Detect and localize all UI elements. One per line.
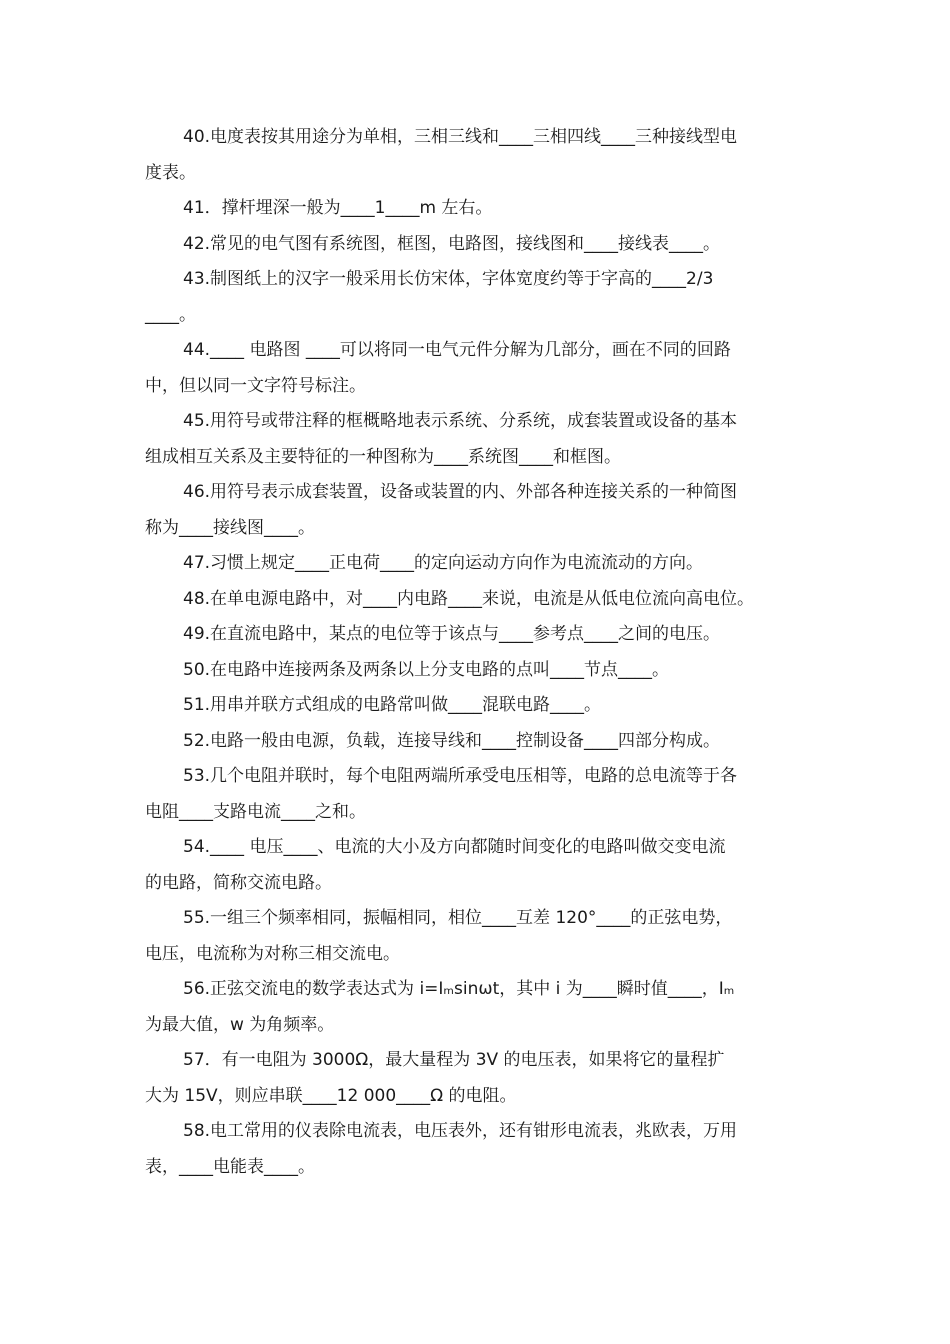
question-47 bbox=[145, 546, 825, 582]
question-52-line-1: 52.电路一般由电源，负载，连接导线和____控制设备____四部分构成。 bbox=[183, 730, 721, 751]
question-42-line-1: 42.常见的电气图有系统图，框图，电路图，接线图和____接线表____。 bbox=[183, 233, 721, 254]
question-45-line-1: 45.用符号或带注释的框概略地表示系统、分系统，成套装置或设备的基本 bbox=[183, 411, 738, 431]
question-46-line-2: 称为____接线图____。 bbox=[145, 517, 315, 538]
question-58-line-1: 58.电工常用的仪表除电流表，电压表外，还有钳形电流表，兆欧表，万用 bbox=[183, 1121, 738, 1141]
question-53-line-1: 53.几个电阻并联时，每个电阻两端所承受电压相等，电路的总电流等于各 bbox=[183, 766, 738, 786]
question-44-line-2: 中，但以同一文字符号标注。 bbox=[145, 375, 366, 396]
question-51 bbox=[145, 688, 825, 724]
question-40-line-2: 度表。 bbox=[145, 162, 196, 183]
question-48-line-1: 48.在单电源电路中，对____内电路____来说，电流是从低电位流向高电位。 bbox=[183, 588, 755, 609]
question-43 bbox=[145, 262, 825, 333]
question-46 bbox=[145, 475, 825, 546]
question-41 bbox=[145, 191, 825, 227]
question-54-line-2: 的电路，简称交流电路。 bbox=[145, 872, 332, 893]
question-50 bbox=[145, 653, 825, 689]
question-43-line-2: ____。 bbox=[145, 304, 196, 325]
question-51-line-1: 51.用串并联方式组成的电路常叫做____混联电路____。 bbox=[183, 695, 602, 715]
question-45-line-2: 组成相互关系及主要特征的一种图称为____系统图____和框图。 bbox=[145, 446, 621, 467]
question-50-line-1: 50.在电路中连接两条及两条以上分支电路的点叫____节点____。 bbox=[183, 659, 670, 680]
question-54 bbox=[145, 830, 825, 901]
question-55-line-1: 55.一组三个频率相同，振幅相同，相位____互差 120°____的正弦电势， bbox=[183, 908, 733, 928]
question-55-line-2: 电压，电流称为对称三相交流电。 bbox=[145, 943, 400, 964]
question-56 bbox=[145, 972, 825, 1043]
question-55 bbox=[145, 901, 825, 972]
question-56-line-1: 56.正弦交流电的数学表达式为 i=Iₘsinωt，其中 i 为____瞬时值____，Iₘ bbox=[183, 979, 735, 999]
question-56-line-2: 为最大值，w 为角频率。 bbox=[145, 1014, 335, 1035]
question-58-line-2: 表，____电能表____。 bbox=[145, 1156, 315, 1177]
question-44-line-1: 44.____ 电路图 ____可以将同一电气元件分解为几部分，画在不同的回路 bbox=[183, 340, 731, 360]
question-49-line-1: 49.在直流电路中，某点的电位等于该点与____参考点____之间的电压。 bbox=[183, 624, 721, 644]
question-41-line-1: 41．撑杆埋深一般为____1____m 左右。 bbox=[183, 198, 493, 218]
question-57 bbox=[145, 1043, 825, 1114]
question-46-line-1: 46.用符号表示成套装置，设备或装置的内、外部各种连接关系的一种简图 bbox=[183, 482, 738, 502]
question-42 bbox=[145, 227, 825, 263]
question-47-line-1: 47.习惯上规定____正电荷____的定向运动方向作为电流流动的方向。 bbox=[183, 553, 704, 573]
question-list bbox=[145, 120, 825, 1185]
question-45 bbox=[145, 404, 825, 475]
question-53-line-2: 电阻____支路电流____之和。 bbox=[145, 801, 366, 822]
question-57-line-1: 57．有一电阻为 3000Ω，最大量程为 3V 的电压表，如果将它的量程扩 bbox=[183, 1050, 725, 1070]
question-40-line-1: 40.电度表按其用途分为单相，三相三线和____三相四线____三种接线型电 bbox=[183, 127, 738, 147]
question-57-line-2: 大为 15V，则应串联____12 000____Ω 的电阻。 bbox=[145, 1085, 517, 1106]
question-52 bbox=[145, 724, 825, 760]
question-53 bbox=[145, 759, 825, 830]
question-44 bbox=[145, 333, 825, 404]
question-49 bbox=[145, 617, 825, 653]
question-54-line-1: 54.____ 电压____、电流的大小及方向都随时间变化的电路叫做交变电流 bbox=[183, 837, 726, 857]
question-43-line-1: 43.制图纸上的汉字一般采用长仿宋体，字体宽度约等于字高的____2/3 bbox=[183, 269, 714, 289]
question-40 bbox=[145, 120, 825, 191]
question-48 bbox=[145, 582, 825, 618]
question-58 bbox=[145, 1114, 825, 1185]
